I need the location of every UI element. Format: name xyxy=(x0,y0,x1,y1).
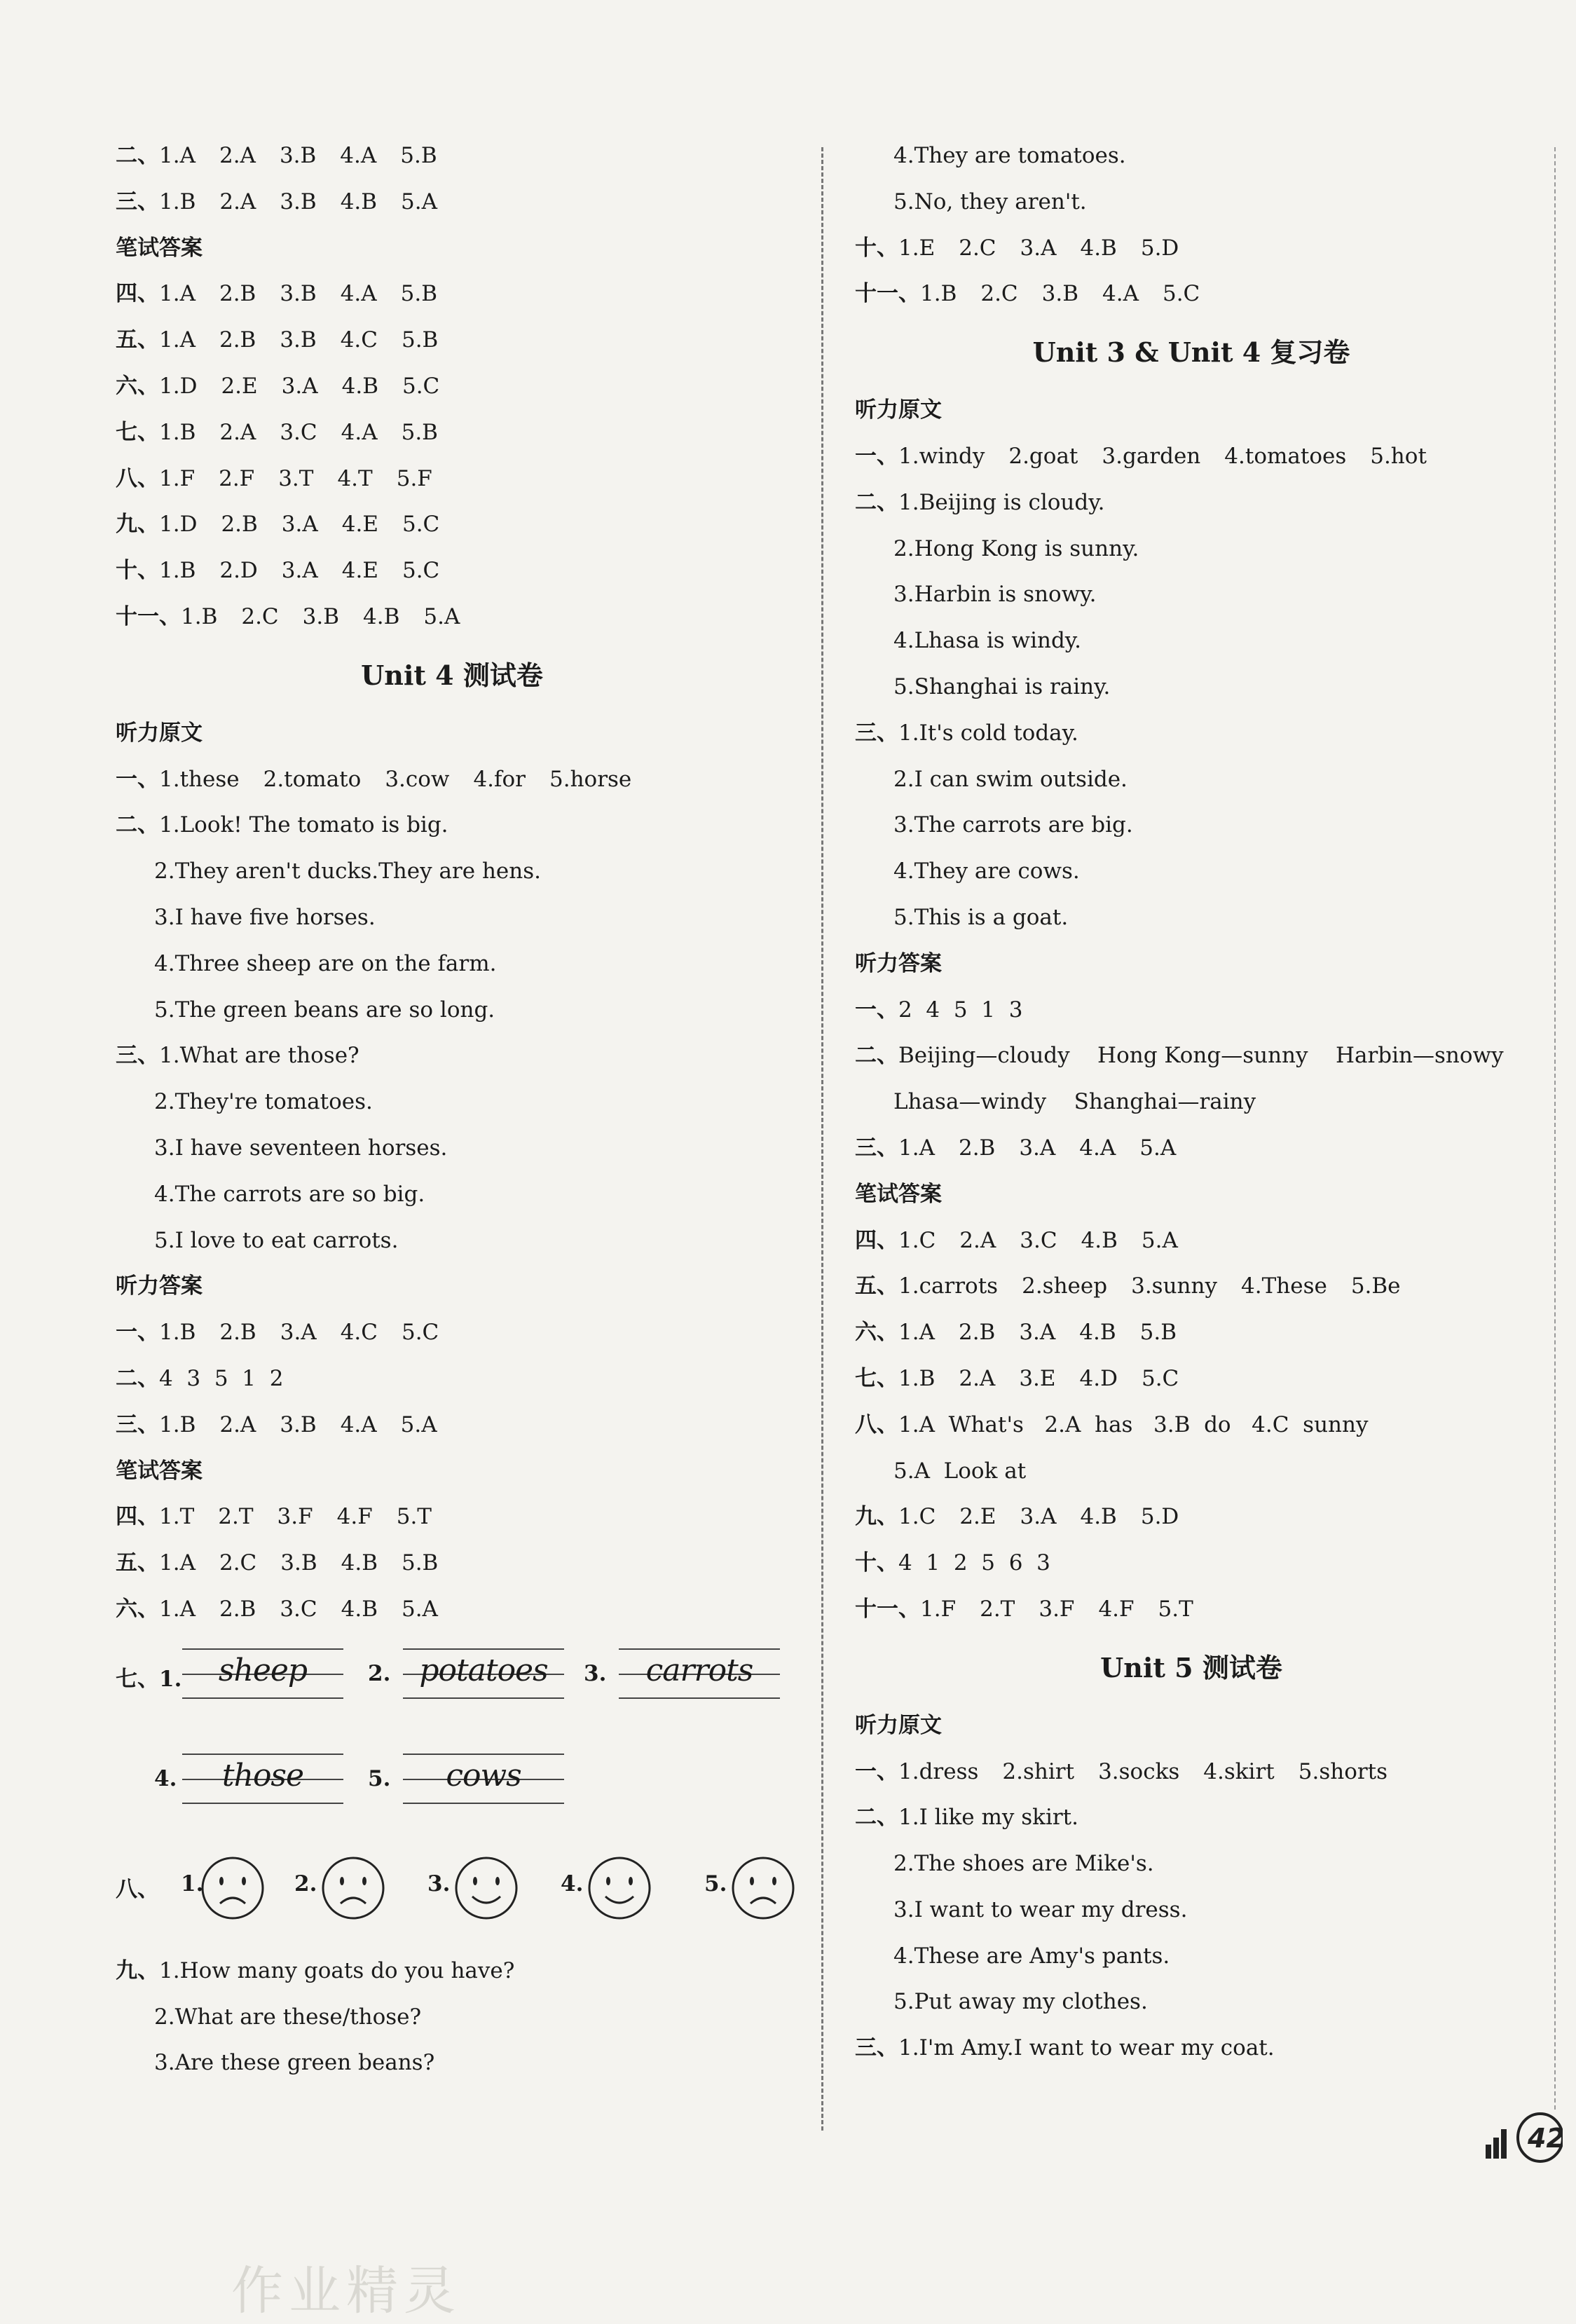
answer-item: 3.garden xyxy=(1102,443,1201,469)
sentence-line xyxy=(116,1948,788,1995)
answer-item: 2.B xyxy=(219,327,256,353)
answer-line xyxy=(855,434,1528,480)
written-heading: 笔试答案 xyxy=(116,235,203,261)
answer-item: 2.D xyxy=(219,558,258,584)
answer-item: 1.A xyxy=(159,327,196,353)
section-num: 三、 xyxy=(855,720,898,746)
section-num: 二、 xyxy=(855,1805,898,1831)
listening-text-heading: 听力原文 xyxy=(855,1712,942,1738)
item-num: 3. xyxy=(584,1660,607,1686)
section-num: 三、 xyxy=(855,2035,898,2061)
section-num: 四、 xyxy=(116,1504,159,1530)
sentence-line: 5.The green beans are so long. xyxy=(154,997,495,1023)
fill-answers: 1.A What's 2.A has 3.B do 4.C sunny xyxy=(898,1412,1369,1437)
answer-item: 3.B xyxy=(279,143,317,168)
item-num: 3. xyxy=(427,1871,451,1896)
answer-item: 3.A xyxy=(1020,235,1057,261)
answer-item: 2.E xyxy=(959,1504,996,1530)
answer-line xyxy=(855,1264,1528,1310)
sentence-line: 3.The carrots are big. xyxy=(893,812,1133,838)
sentence-line: 2.What are these/those? xyxy=(154,2004,422,2030)
answer-item: 1.A xyxy=(159,281,196,307)
written-heading: 笔试答案 xyxy=(855,1181,942,1207)
section-num: 九、 xyxy=(116,1957,159,1983)
answer-item: 3.B xyxy=(280,281,317,307)
answer-item: 3.B xyxy=(302,603,340,629)
section-num: 五、 xyxy=(855,1273,898,1299)
answer-item: 5.T xyxy=(1158,1596,1193,1622)
sentence-line: 3.I want to wear my dress. xyxy=(893,1896,1188,1922)
sentence-line: 2.The shoes are Mike's. xyxy=(893,1851,1154,1877)
answer-item: 3.B xyxy=(280,1550,317,1576)
answer-line xyxy=(116,1402,788,1449)
answer-item: 3.socks xyxy=(1098,1758,1180,1784)
answer-item: 2.E xyxy=(221,373,258,399)
sentence-line: 2.Hong Kong is sunny. xyxy=(893,535,1139,561)
answer-item: 5.A xyxy=(1139,1135,1177,1161)
answer-item: 2.A xyxy=(959,1365,996,1391)
answer-line xyxy=(855,1494,1528,1540)
happy-face-icon xyxy=(587,1856,652,1920)
sentence-line: 5.Put away my clothes. xyxy=(893,1989,1148,2015)
answer-item: 5.D xyxy=(1140,1504,1179,1530)
answer-item: 5.F xyxy=(396,465,432,491)
answer-item: 1.these xyxy=(159,766,240,792)
answer-item: 1.C xyxy=(898,1227,936,1253)
answer-item: 4.B xyxy=(341,1596,378,1622)
answer-item: 3.A xyxy=(281,373,318,399)
sad-face-icon xyxy=(321,1856,385,1920)
item-num: 1. xyxy=(181,1871,204,1896)
answer-item: 3.B xyxy=(280,1412,317,1437)
answer-item: 1.F xyxy=(920,1596,957,1622)
section-num: 二、 xyxy=(116,1365,159,1391)
section-num: 八、 xyxy=(116,465,159,491)
answer-item: 5.A xyxy=(423,603,460,629)
answer-item: 4.B xyxy=(341,1550,378,1576)
section-num: 九、 xyxy=(855,1504,898,1530)
answer-line xyxy=(855,1540,1528,1587)
handwriting-box xyxy=(619,1648,780,1697)
page-number-badge xyxy=(1486,2101,1563,2171)
sentence: 1.I like my skirt. xyxy=(898,1805,1078,1831)
handwritten-word: carrots xyxy=(645,1652,753,1688)
section-num: 十一、 xyxy=(855,281,920,307)
answer-item: 5.C xyxy=(1162,281,1200,307)
happy-face-icon xyxy=(454,1856,519,1920)
section-num: 七、 xyxy=(116,419,159,445)
section-num: 六、 xyxy=(855,1320,898,1346)
section-num: 四、 xyxy=(855,1227,898,1253)
answer-item: 1.windy xyxy=(898,443,985,469)
answer-item: 3.B xyxy=(280,189,317,214)
answer-item: 1.dress xyxy=(898,1758,979,1784)
fill-answers: 5.A Look at xyxy=(893,1458,1027,1484)
section-num: 四、 xyxy=(116,281,159,307)
answer-line xyxy=(855,226,1528,272)
answer-line xyxy=(116,1494,788,1540)
answer-item: 5.A xyxy=(1141,1227,1178,1253)
answer-item: 2.B xyxy=(219,1596,256,1622)
listening-answer-heading: 听力答案 xyxy=(116,1273,203,1299)
answer-item: 4.tomatoes xyxy=(1224,443,1347,469)
answer-line xyxy=(116,364,788,410)
answer-item: 5.horse xyxy=(549,766,632,792)
answer-item: 5.A xyxy=(401,189,438,214)
answer-text: 2 4 5 1 3 xyxy=(898,997,1023,1023)
answer-item: 4.for xyxy=(473,766,526,792)
section-num: 九、 xyxy=(116,512,159,538)
sentence-line xyxy=(855,1795,1528,1841)
answer-text: 1.I'm Amy.I want to wear my coat. xyxy=(898,2035,1275,2061)
answer-item: 5.A xyxy=(401,1596,438,1622)
answer-item: 2.C xyxy=(241,603,279,629)
answer-item: 5.shorts xyxy=(1298,1758,1388,1784)
section-num: 十一、 xyxy=(116,603,181,629)
answer-item: 1.D xyxy=(159,373,198,399)
answer-item: 2.sheep xyxy=(1022,1273,1108,1299)
answer-item: 5.A xyxy=(400,1412,437,1437)
answer-item: 4.A xyxy=(340,1412,377,1437)
answer-item: 1.T xyxy=(159,1504,195,1530)
sentence-line: 3.Harbin is snowy. xyxy=(893,582,1097,608)
answer-item: 5.C xyxy=(402,373,440,399)
right-edge-dash xyxy=(1554,147,1556,2110)
answer-item: 4.skirt xyxy=(1203,1758,1275,1784)
handwriting-row-1 xyxy=(116,1633,788,1738)
unit4-title: Unit 4 测试卷 xyxy=(361,659,543,691)
answer-item: 1.B xyxy=(159,558,196,584)
answer-item: 2.T xyxy=(218,1504,254,1530)
section-num: 六、 xyxy=(116,373,159,399)
answer-item: 3.F xyxy=(277,1504,313,1530)
section-num: 五、 xyxy=(116,1550,159,1576)
item-num: 5. xyxy=(368,1765,391,1791)
answer-item: 4.A xyxy=(1102,281,1139,307)
answer-item: 3.C xyxy=(280,419,317,445)
written-heading: 笔试答案 xyxy=(116,1458,203,1484)
answer-item: 4.A xyxy=(341,419,378,445)
matching-answers: Lhasa—windy Shanghai—rainy xyxy=(893,1089,1256,1115)
answer-item: 4.A xyxy=(340,281,377,307)
answer-item: 4.D xyxy=(1079,1365,1118,1391)
answer-item: 2.goat xyxy=(1008,443,1078,469)
answer-item: 5.T xyxy=(396,1504,432,1530)
section-num: 二、 xyxy=(855,489,898,515)
page-number: 42 xyxy=(1528,2123,1563,2154)
answer-item: 5.B xyxy=(400,281,438,307)
answer-line xyxy=(855,1218,1528,1264)
answer-item: 2.shirt xyxy=(1002,1758,1075,1784)
answer-item: 2.tomato xyxy=(263,766,362,792)
answer-item: 1.B xyxy=(898,1365,936,1391)
answer-item: 2.B xyxy=(958,1320,996,1346)
answer-item: 5.B xyxy=(401,1550,439,1576)
answer-text: 4 1 2 5 6 3 xyxy=(898,1550,1050,1576)
matching-answers: Beijing—cloudy Hong Kong—sunny Harbin—snowy xyxy=(898,1043,1504,1069)
answer-item: 5.B xyxy=(400,143,437,168)
answer-item: 1.D xyxy=(159,512,198,538)
answer-item: 4.B xyxy=(1081,1227,1118,1253)
answer-item: 1.B xyxy=(159,1320,196,1346)
answer-item: 2.B xyxy=(958,1135,996,1161)
sad-face-icon xyxy=(200,1856,265,1920)
answer-line xyxy=(116,594,788,641)
answer-item: 3.B xyxy=(280,327,317,353)
answer-item: 4.E xyxy=(341,512,378,538)
sentence-line: 2.They aren't ducks.They are hens. xyxy=(154,859,541,884)
answer-item: 4.C xyxy=(340,327,378,353)
answer-item: 3.F xyxy=(1039,1596,1075,1622)
answer-line xyxy=(116,410,788,456)
answer-line xyxy=(116,456,788,503)
answer-item: 4.These xyxy=(1241,1273,1327,1299)
answer-item: 4.F xyxy=(1098,1596,1135,1622)
section-num: 一、 xyxy=(855,997,898,1023)
handwritten-word: cows xyxy=(446,1757,521,1793)
handwriting-box xyxy=(403,1754,564,1803)
sentence-line xyxy=(855,711,1528,757)
answer-item: 5.B xyxy=(401,419,438,445)
answer-item: 2.C xyxy=(980,281,1018,307)
answer-item: 1.A xyxy=(159,143,196,168)
answer-item: 5.C xyxy=(402,558,440,584)
answer-item: 2.A xyxy=(219,419,256,445)
answer-item: 4.B xyxy=(340,189,378,214)
answer-item: 3.A xyxy=(280,1320,317,1346)
answer-item: 1.E xyxy=(898,235,936,261)
watermark: 作业精灵 xyxy=(231,2261,461,2321)
answer-line xyxy=(855,271,1528,317)
section-num: 二、 xyxy=(116,143,159,168)
answer-item: 1.carrots xyxy=(898,1273,999,1299)
sentence-line: 4.The carrots are so big. xyxy=(154,1181,425,1207)
sentence-line xyxy=(855,480,1528,526)
answer-item: 4.A xyxy=(340,143,377,168)
handwriting-box xyxy=(182,1754,343,1803)
answer-line xyxy=(855,1356,1528,1402)
section-num: 七、1. xyxy=(116,1666,182,1692)
answer-item: 3.A xyxy=(1019,1320,1056,1346)
sentence-line: 5.I love to eat carrots. xyxy=(154,1227,399,1253)
answer-item: 2.B xyxy=(221,512,258,538)
answer-item: 1.C xyxy=(898,1504,936,1530)
answer-item: 3.sunny xyxy=(1131,1273,1217,1299)
section-num: 五、 xyxy=(116,327,159,353)
handwritten-word: sheep xyxy=(218,1652,308,1688)
section-num: 十、 xyxy=(855,1550,898,1576)
handwriting-box xyxy=(182,1648,343,1697)
answer-item: 2.C xyxy=(219,1550,257,1576)
section-num: 六、 xyxy=(116,1596,159,1622)
sentence-line: 5.Shanghai is rainy. xyxy=(893,674,1111,699)
answer-item: 5.hot xyxy=(1370,443,1427,469)
handwritten-word: those xyxy=(221,1757,304,1793)
answer-line xyxy=(116,502,788,548)
answer-item: 1.A xyxy=(898,1320,935,1346)
section-num: 十一、 xyxy=(855,1596,920,1622)
answer-item: 5.C xyxy=(402,512,440,538)
answer-line xyxy=(116,1540,788,1587)
section-num: 一、 xyxy=(116,1320,159,1346)
section-num: 十、 xyxy=(855,235,898,261)
unit5-title: Unit 5 测试卷 xyxy=(1100,1651,1282,1683)
answer-item: 4.C xyxy=(340,1320,378,1346)
section-num: 一、 xyxy=(116,766,159,792)
answer-item: 3.B xyxy=(1041,281,1079,307)
section-num: 三、 xyxy=(116,1043,159,1069)
sentence-line xyxy=(116,1033,788,1079)
listening-text-heading: 听力原文 xyxy=(116,720,203,746)
listening-answer-heading: 听力答案 xyxy=(855,950,942,976)
answer-line xyxy=(855,1402,1528,1449)
sentence-line: 4.These are Amy's pants. xyxy=(893,1943,1170,1969)
answer-item: 3.E xyxy=(1019,1365,1056,1391)
answer-item: 1.B xyxy=(159,419,196,445)
sentence-line: 4.They are cows. xyxy=(893,859,1080,884)
answer-item: 2.C xyxy=(959,235,996,261)
answer-item: 4.T xyxy=(337,465,373,491)
section-num: 一、 xyxy=(855,1758,898,1784)
handwriting-box xyxy=(403,1648,564,1697)
sentence-line: 4.They are tomatoes. xyxy=(893,143,1126,168)
sentence: 1.Look! The tomato is big. xyxy=(159,812,448,838)
answer-line xyxy=(116,548,788,594)
answer-item: 4.B xyxy=(341,373,378,399)
answer-item: 1.A xyxy=(159,1596,196,1622)
answer-item: 2.A xyxy=(219,143,256,168)
answer-item: 3.C xyxy=(1020,1227,1057,1253)
right-column xyxy=(855,133,1528,2072)
answer-item: 2.A xyxy=(219,189,256,214)
sentence-line: 2.I can swim outside. xyxy=(893,766,1128,792)
answer-line xyxy=(855,1310,1528,1356)
answer-line xyxy=(116,1310,788,1356)
section-num: 二、 xyxy=(855,1043,898,1069)
answer-item: 2.B xyxy=(219,281,256,307)
sentence: 1.What are those? xyxy=(159,1043,359,1069)
answer-item: 2.A xyxy=(959,1227,996,1253)
answer-item: 2.F xyxy=(219,465,255,491)
answer-line xyxy=(855,1126,1528,1172)
sentence-line: 3.I have five horses. xyxy=(154,904,376,930)
answer-item: 1.A xyxy=(159,1550,196,1576)
answer-line xyxy=(116,179,788,226)
answer-item: 2.A xyxy=(219,1412,256,1437)
answer-item: 5.D xyxy=(1140,235,1179,261)
item-num: 4. xyxy=(561,1871,584,1896)
answer-item: 1.A xyxy=(898,1135,935,1161)
answer-item: 4.B xyxy=(363,603,400,629)
sentence-line: 4.Three sheep are on the farm. xyxy=(154,950,497,976)
answer-item: 2.T xyxy=(980,1596,1015,1622)
sentence-line: 5.This is a goat. xyxy=(893,904,1069,930)
answer-line xyxy=(855,1587,1528,1633)
item-num: 4. xyxy=(154,1765,177,1791)
answer-item: 4.E xyxy=(341,558,378,584)
answer-item: 4.B xyxy=(1080,235,1117,261)
faces-row xyxy=(116,1843,788,1948)
item-num: 5. xyxy=(704,1871,727,1896)
answer-item: 5.B xyxy=(401,327,439,353)
left-column xyxy=(116,133,788,2086)
answer-line xyxy=(855,987,1528,1034)
answer-line xyxy=(116,1356,788,1402)
answer-item: 5.Be xyxy=(1350,1273,1401,1299)
sentence-line: 3.Are these green beans? xyxy=(154,2050,435,2076)
section-num: 十、 xyxy=(116,558,159,584)
answer-line xyxy=(855,1033,1528,1079)
sentence: 1.Beijing is cloudy. xyxy=(898,489,1105,515)
answer-line xyxy=(116,757,788,803)
listening-text-heading: 听力原文 xyxy=(855,397,942,423)
signal-bars-icon xyxy=(1486,2101,1563,2171)
section-num: 八、 xyxy=(855,1412,898,1437)
answer-line xyxy=(116,317,788,364)
section-num: 三、 xyxy=(116,1412,159,1437)
answer-item: 3.A xyxy=(281,512,318,538)
answer-item: 3.cow xyxy=(385,766,450,792)
sentence: 1.It's cold today. xyxy=(898,720,1078,746)
handwriting-row-2 xyxy=(116,1738,788,1843)
answer-item: 3.A xyxy=(281,558,318,584)
answer-item: 5.C xyxy=(1141,1365,1179,1391)
sentence-line: 4.Lhasa is windy. xyxy=(893,628,1082,654)
answer-item: 1.B xyxy=(920,281,957,307)
answer-text: 4 3 5 1 2 xyxy=(159,1365,284,1391)
answer-line xyxy=(855,2025,1528,2072)
answer-item: 4.B xyxy=(1079,1320,1116,1346)
answer-item: 4.B xyxy=(1080,1504,1117,1530)
sentence-line: 3.I have seventeen horses. xyxy=(154,1135,448,1161)
answer-item: 1.B xyxy=(181,603,218,629)
answer-item: 3.T xyxy=(278,465,314,491)
item-num: 2. xyxy=(294,1871,317,1896)
answer-item: 5.C xyxy=(401,1320,439,1346)
section-num: 三、 xyxy=(855,1135,898,1161)
answer-item: 3.A xyxy=(1020,1504,1057,1530)
answer-item: 1.B xyxy=(159,1412,196,1437)
section-num: 一、 xyxy=(855,443,898,469)
answer-item: 5.B xyxy=(1139,1320,1177,1346)
section-num: 二、 xyxy=(116,812,159,838)
answer-item: 3.C xyxy=(280,1596,317,1622)
column-divider xyxy=(821,147,823,2131)
answer-line xyxy=(116,133,788,179)
sentence: 1.How many goats do you have? xyxy=(159,1957,515,1983)
sad-face-icon xyxy=(731,1856,795,1920)
sentence-line: 2.They're tomatoes. xyxy=(154,1089,373,1115)
section-num: 八、 xyxy=(116,1876,159,1902)
answer-item: 3.A xyxy=(1019,1135,1056,1161)
answer-item: 1.F xyxy=(159,465,196,491)
answer-item: 1.B xyxy=(159,189,196,214)
handwritten-word: potatoes xyxy=(419,1652,548,1688)
review-title: Unit 3 & Unit 4 复习卷 xyxy=(1032,336,1350,369)
answer-line xyxy=(855,1749,1528,1796)
sentence-line: 5.No, they aren't. xyxy=(893,189,1087,214)
item-num: 2. xyxy=(368,1660,391,1686)
answer-line xyxy=(116,271,788,317)
sentence-line xyxy=(116,802,788,849)
answer-line xyxy=(116,1587,788,1633)
answer-item: 4.F xyxy=(336,1504,373,1530)
answer-item: 4.A xyxy=(1079,1135,1116,1161)
section-num: 七、 xyxy=(855,1365,898,1391)
section-num: 三、 xyxy=(116,189,159,214)
answer-item: 2.B xyxy=(219,1320,256,1346)
